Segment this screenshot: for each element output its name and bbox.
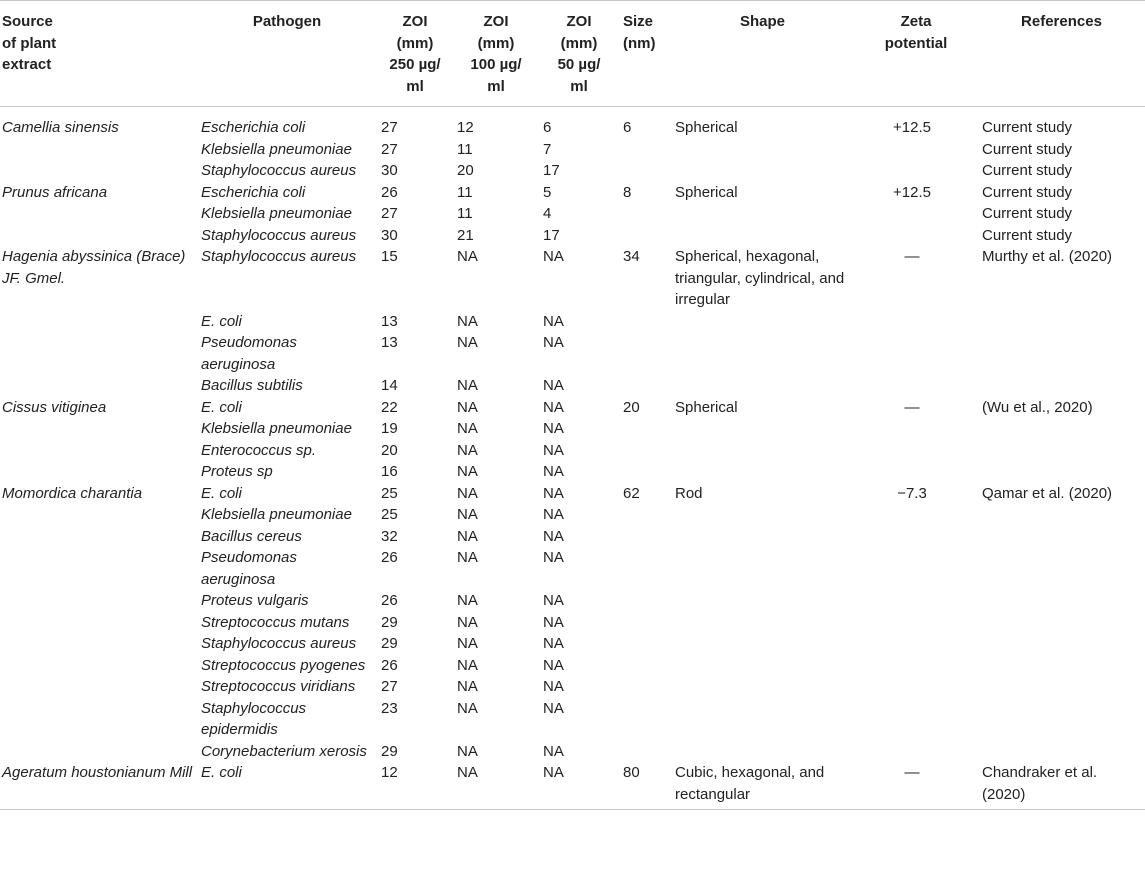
cell-zoi-50: 6 — [543, 119, 552, 136]
cell-shape — [671, 612, 854, 634]
cell-size: 62 — [623, 484, 640, 502]
cell-shape — [671, 418, 854, 440]
cell-pathogen: Bacillus cereus — [201, 527, 302, 545]
cell-pathogen: Klebsiella pneumoniae — [201, 140, 352, 158]
cell-zoi-100: NA — [457, 635, 478, 652]
cell-size: 80 — [623, 764, 640, 781]
cell-shape: Spherical — [675, 183, 738, 201]
cell-zeta — [854, 203, 978, 225]
cell-shape — [671, 225, 854, 247]
cell-zeta: +12.5 — [893, 183, 931, 201]
cell-zoi-100: NA — [457, 484, 478, 502]
cell-pathogen: E. coli — [201, 312, 242, 330]
cell-zeta: — — [904, 248, 920, 265]
cell-reference — [978, 547, 1145, 590]
cell-source — [0, 612, 197, 634]
cell-shape — [671, 375, 854, 397]
cell-source — [0, 461, 197, 483]
cell-zoi-100: NA — [457, 420, 478, 437]
cell-size: 8 — [623, 183, 632, 201]
cell-zeta — [854, 633, 978, 655]
cell-zoi-250: 30 — [381, 162, 398, 179]
cell-pathogen: Escherichia coli — [201, 183, 306, 201]
cell-zoi-250: 19 — [381, 420, 398, 437]
table-row — [0, 612, 1145, 634]
cell-source — [0, 526, 197, 548]
cell-shape — [671, 676, 854, 698]
cell-source — [0, 375, 197, 397]
cell-reference — [978, 676, 1145, 698]
cell-shape — [671, 311, 854, 333]
cell-reference — [978, 440, 1145, 462]
cell-zoi-100: NA — [457, 613, 478, 631]
table-row — [0, 375, 1145, 397]
cell-reference — [978, 461, 1145, 483]
cell-source: Hagenia abyssinica (Brace) JF. Gmel. — [2, 248, 186, 287]
table-body — [0, 107, 1145, 810]
cell-zeta — [854, 311, 978, 333]
table-row — [0, 203, 1145, 225]
header-zoi-100: ZOI (mm) 100 µg/ ml — [453, 1, 539, 107]
cell-size — [619, 655, 671, 677]
cell-zoi-50: NA — [543, 635, 564, 652]
cell-zoi-50: NA — [543, 312, 564, 330]
cell-size — [619, 203, 671, 225]
cell-pathogen: Staphylococcus epidermidis — [201, 699, 307, 738]
cell-size — [619, 225, 671, 247]
cell-reference: Chandraker et al. (2020) — [982, 764, 1098, 803]
cell-reference — [978, 332, 1145, 375]
cell-zeta — [854, 461, 978, 483]
cell-zoi-50: 4 — [543, 205, 552, 222]
cell-reference — [978, 590, 1145, 612]
cell-size: 34 — [623, 248, 640, 265]
cell-zoi-50: NA — [543, 678, 564, 695]
cell-zoi-100: NA — [457, 699, 478, 717]
cell-zeta — [854, 160, 978, 182]
cell-zoi-50: 17 — [543, 226, 560, 244]
cell-zeta — [854, 332, 978, 375]
cell-zoi-250: 29 — [381, 613, 398, 631]
cell-size — [619, 311, 671, 333]
cell-zoi-100: 11 — [457, 140, 473, 158]
cell-zeta: −7.3 — [897, 484, 927, 502]
cell-zoi-50: NA — [543, 506, 564, 523]
cell-zoi-250: 14 — [381, 377, 398, 394]
cell-reference — [978, 504, 1145, 526]
cell-source — [0, 440, 197, 462]
header-size: Size (nm) — [619, 1, 671, 107]
cell-zeta — [854, 590, 978, 612]
cell-zoi-50: NA — [543, 420, 564, 437]
cell-zoi-50: NA — [543, 398, 564, 416]
cell-zoi-50: NA — [543, 334, 564, 351]
table-row — [0, 246, 1145, 311]
cell-size — [619, 375, 671, 397]
table-row — [0, 547, 1145, 590]
table-row — [0, 676, 1145, 698]
cell-zoi-50: 7 — [543, 140, 552, 158]
table-row — [0, 311, 1145, 333]
cell-size — [619, 418, 671, 440]
cell-pathogen: E. coli — [201, 484, 242, 502]
cell-shape — [671, 633, 854, 655]
cell-shape: Spherical — [675, 119, 738, 136]
cell-size — [619, 741, 671, 763]
cell-shape — [671, 332, 854, 375]
cell-source — [0, 547, 197, 590]
cell-source — [0, 698, 197, 741]
cell-reference — [978, 741, 1145, 763]
cell-zeta — [854, 676, 978, 698]
cell-pathogen: Streptococcus viridians — [201, 678, 356, 695]
cell-reference: Current study — [982, 140, 1073, 158]
table-row — [0, 590, 1145, 612]
cell-reference: Current study — [982, 226, 1073, 244]
cell-reference — [978, 655, 1145, 677]
cell-shape: Spherical — [675, 398, 738, 416]
cell-zoi-250: 27 — [381, 678, 398, 695]
cell-pathogen: Klebsiella pneumoniae — [201, 506, 352, 523]
header-references: References — [978, 1, 1145, 107]
cell-zoi-100: NA — [457, 527, 478, 545]
cell-shape: Rod — [675, 484, 703, 502]
cell-zeta: — — [904, 764, 920, 781]
cell-zoi-100: 12 — [457, 119, 474, 136]
cell-source — [0, 676, 197, 698]
cell-source — [0, 633, 197, 655]
cell-source — [0, 418, 197, 440]
cell-size — [619, 633, 671, 655]
cell-zoi-50: NA — [543, 592, 564, 609]
cell-zoi-250: 27 — [381, 119, 398, 136]
cell-zeta — [854, 139, 978, 161]
cell-zeta — [854, 698, 978, 741]
cell-reference: Current study — [982, 119, 1073, 136]
table-row — [0, 526, 1145, 548]
cell-zeta — [854, 504, 978, 526]
cell-size — [619, 139, 671, 161]
cell-reference: Current study — [982, 183, 1073, 201]
cell-zoi-50: 17 — [543, 162, 560, 179]
cell-source — [0, 655, 197, 677]
cell-size — [619, 547, 671, 590]
cell-pathogen: Enterococcus sp. — [201, 441, 317, 459]
table-row — [0, 397, 1145, 419]
cell-reference — [978, 418, 1145, 440]
cell-source: Cissus vitiginea — [2, 398, 107, 416]
cell-zoi-250: 29 — [381, 742, 398, 760]
table-row — [0, 504, 1145, 526]
cell-zoi-250: 30 — [381, 226, 398, 244]
table-row — [0, 225, 1145, 247]
cell-source — [0, 139, 197, 161]
cell-zoi-250: 25 — [381, 506, 398, 523]
cell-shape — [671, 139, 854, 161]
cell-size — [619, 440, 671, 462]
header-source: Source of plant extract — [0, 1, 197, 107]
cell-zoi-50: NA — [543, 742, 564, 760]
cell-reference — [978, 375, 1145, 397]
cell-reference — [978, 612, 1145, 634]
cell-zoi-250: 20 — [381, 441, 398, 459]
cell-size — [619, 590, 671, 612]
table-row — [0, 182, 1145, 204]
cell-zoi-250: 15 — [381, 248, 398, 265]
cell-zoi-250: 29 — [381, 635, 398, 652]
cell-source — [0, 203, 197, 225]
cell-shape — [671, 698, 854, 741]
cell-zoi-100: NA — [457, 398, 478, 416]
cell-zoi-250: 13 — [381, 312, 398, 330]
cell-zoi-100: 21 — [457, 226, 474, 244]
cell-zeta: — — [904, 398, 920, 416]
cell-shape — [671, 203, 854, 225]
cell-zoi-50: NA — [543, 656, 564, 674]
cell-zoi-100: 11 — [457, 183, 473, 201]
table-row — [0, 461, 1145, 483]
cell-zoi-100: NA — [457, 334, 478, 351]
cell-pathogen: Escherichia coli — [201, 119, 306, 136]
cell-size: 6 — [623, 119, 632, 136]
cell-zoi-100: NA — [457, 656, 478, 674]
cell-source: Ageratum houstonianum Mill — [2, 764, 193, 781]
cell-zoi-100: NA — [457, 549, 478, 566]
cell-zeta — [854, 225, 978, 247]
cell-pathogen: Klebsiella pneumoniae — [201, 205, 352, 222]
cell-source — [0, 504, 197, 526]
cell-size — [619, 160, 671, 182]
cell-zoi-100: NA — [457, 463, 478, 480]
cell-zoi-250: 27 — [381, 205, 398, 222]
cell-zeta — [854, 418, 978, 440]
header-zeta: Zeta potential — [854, 1, 978, 107]
cell-shape — [671, 461, 854, 483]
cell-zeta — [854, 547, 978, 590]
cell-pathogen: Streptococcus mutans — [201, 613, 350, 631]
table-row — [0, 655, 1145, 677]
cell-zoi-50: NA — [543, 699, 564, 717]
cell-zoi-250: 26 — [381, 549, 398, 566]
cell-size — [619, 504, 671, 526]
cell-source — [0, 160, 197, 182]
cell-reference: Murthy et al. (2020) — [982, 248, 1113, 265]
cell-zoi-50: 5 — [543, 183, 552, 201]
cell-zoi-50: NA — [543, 377, 564, 394]
cell-zeta: +12.5 — [893, 119, 931, 136]
cell-zeta — [854, 440, 978, 462]
table-header — [0, 1, 1145, 107]
cell-size — [619, 332, 671, 375]
cell-shape — [671, 741, 854, 763]
cell-zoi-50: NA — [543, 484, 564, 502]
cell-source: Momordica charantia — [2, 484, 143, 502]
cell-zeta — [854, 612, 978, 634]
cell-pathogen: Pseudomonas aeruginosa — [201, 334, 297, 373]
table-row — [0, 332, 1145, 375]
cell-source: Prunus africana — [2, 183, 108, 201]
cell-zoi-250: 23 — [381, 699, 398, 717]
cell-zoi-100: NA — [457, 441, 478, 459]
cell-zoi-100: NA — [457, 742, 478, 760]
cell-pathogen: Bacillus subtilis — [201, 377, 303, 394]
cell-reference: Qamar et al. (2020) — [982, 484, 1113, 502]
cell-pathogen: E. coli — [201, 764, 242, 781]
cell-shape — [671, 655, 854, 677]
cell-size: 20 — [623, 398, 640, 416]
table-row — [0, 139, 1145, 161]
cell-source — [0, 741, 197, 763]
table-row — [0, 160, 1145, 182]
cell-zoi-250: 26 — [381, 656, 398, 674]
cell-zoi-250: 13 — [381, 334, 398, 351]
cell-source — [0, 590, 197, 612]
table-row — [0, 107, 1145, 139]
cell-zeta — [854, 741, 978, 763]
cell-zeta — [854, 655, 978, 677]
cell-source — [0, 225, 197, 247]
cell-reference: Current study — [982, 205, 1073, 222]
cell-shape — [671, 160, 854, 182]
cell-pathogen: Proteus vulgaris — [201, 592, 309, 609]
table-row — [0, 440, 1145, 462]
cell-pathogen: Staphylococcus aureus — [201, 226, 357, 244]
table-row — [0, 762, 1145, 810]
cell-pathogen: Klebsiella pneumoniae — [201, 420, 352, 437]
cell-zeta — [854, 526, 978, 548]
cell-shape — [671, 440, 854, 462]
cell-reference: Current study — [982, 162, 1073, 179]
cell-zoi-100: NA — [457, 312, 478, 330]
cell-source — [0, 332, 197, 375]
cell-reference — [978, 311, 1145, 333]
cell-zoi-50: NA — [543, 248, 564, 265]
cell-source — [0, 311, 197, 333]
cell-shape — [671, 547, 854, 590]
cell-zoi-250: 22 — [381, 398, 398, 416]
cell-reference — [978, 526, 1145, 548]
cell-zoi-50: NA — [543, 527, 564, 545]
cell-pathogen: Staphylococcus aureus — [201, 248, 357, 265]
cell-size — [619, 612, 671, 634]
cell-zoi-250: 27 — [381, 140, 398, 158]
cell-zeta — [854, 375, 978, 397]
cell-source: Camellia sinensis — [2, 119, 119, 136]
cell-shape — [671, 504, 854, 526]
cell-pathogen: Staphylococcus aureus — [201, 162, 357, 179]
cell-pathogen: Proteus sp — [201, 463, 273, 480]
cell-shape — [671, 526, 854, 548]
cell-shape — [671, 590, 854, 612]
cell-zoi-100: NA — [457, 248, 478, 265]
cell-zoi-100: NA — [457, 377, 478, 394]
cell-zoi-250: 26 — [381, 592, 398, 609]
header-zoi-250: ZOI (mm) 250 µg/ ml — [377, 1, 453, 107]
table-row — [0, 633, 1145, 655]
cell-zoi-250: 32 — [381, 527, 398, 545]
table-row — [0, 698, 1145, 741]
table-row — [0, 418, 1145, 440]
cell-shape: Cubic, hexagonal, and rectangular — [675, 764, 825, 803]
cell-zoi-250: 12 — [381, 764, 398, 781]
cell-zoi-100: 20 — [457, 162, 474, 179]
cell-zoi-250: 16 — [381, 463, 398, 480]
cell-zoi-50: NA — [543, 764, 564, 781]
cell-zoi-50: NA — [543, 549, 564, 566]
cell-zoi-100: 11 — [457, 205, 473, 222]
cell-zoi-100: NA — [457, 678, 478, 695]
cell-zoi-250: 26 — [381, 183, 398, 201]
cell-shape: Spherical, hexagonal, triangular, cylindrical, and irregular — [675, 248, 845, 308]
cell-size — [619, 676, 671, 698]
table-row — [0, 483, 1145, 505]
header-pathogen: Pathogen — [197, 1, 377, 107]
cell-reference — [978, 698, 1145, 741]
cell-pathogen: Pseudomonas aeruginosa — [201, 549, 297, 588]
header-zoi-50: ZOI (mm) 50 µg/ ml — [539, 1, 619, 107]
cell-reference — [978, 633, 1145, 655]
cell-reference: (Wu et al., 2020) — [982, 398, 1093, 416]
cell-zoi-100: NA — [457, 506, 478, 523]
cell-zoi-50: NA — [543, 613, 564, 631]
cell-pathogen: Corynebacterium xerosis — [201, 742, 367, 760]
cell-zoi-250: 25 — [381, 484, 398, 502]
cell-pathogen: Streptococcus pyogenes — [201, 656, 366, 674]
cell-pathogen: E. coli — [201, 398, 242, 416]
cell-size — [619, 526, 671, 548]
cell-pathogen: Staphylococcus aureus — [201, 635, 357, 652]
cell-size — [619, 698, 671, 741]
cell-zoi-100: NA — [457, 592, 478, 609]
cell-zoi-50: NA — [543, 463, 564, 480]
cell-size — [619, 461, 671, 483]
table-row — [0, 741, 1145, 763]
header-shape: Shape — [671, 1, 854, 107]
cell-zoi-50: NA — [543, 441, 564, 459]
cell-zoi-100: NA — [457, 764, 478, 781]
